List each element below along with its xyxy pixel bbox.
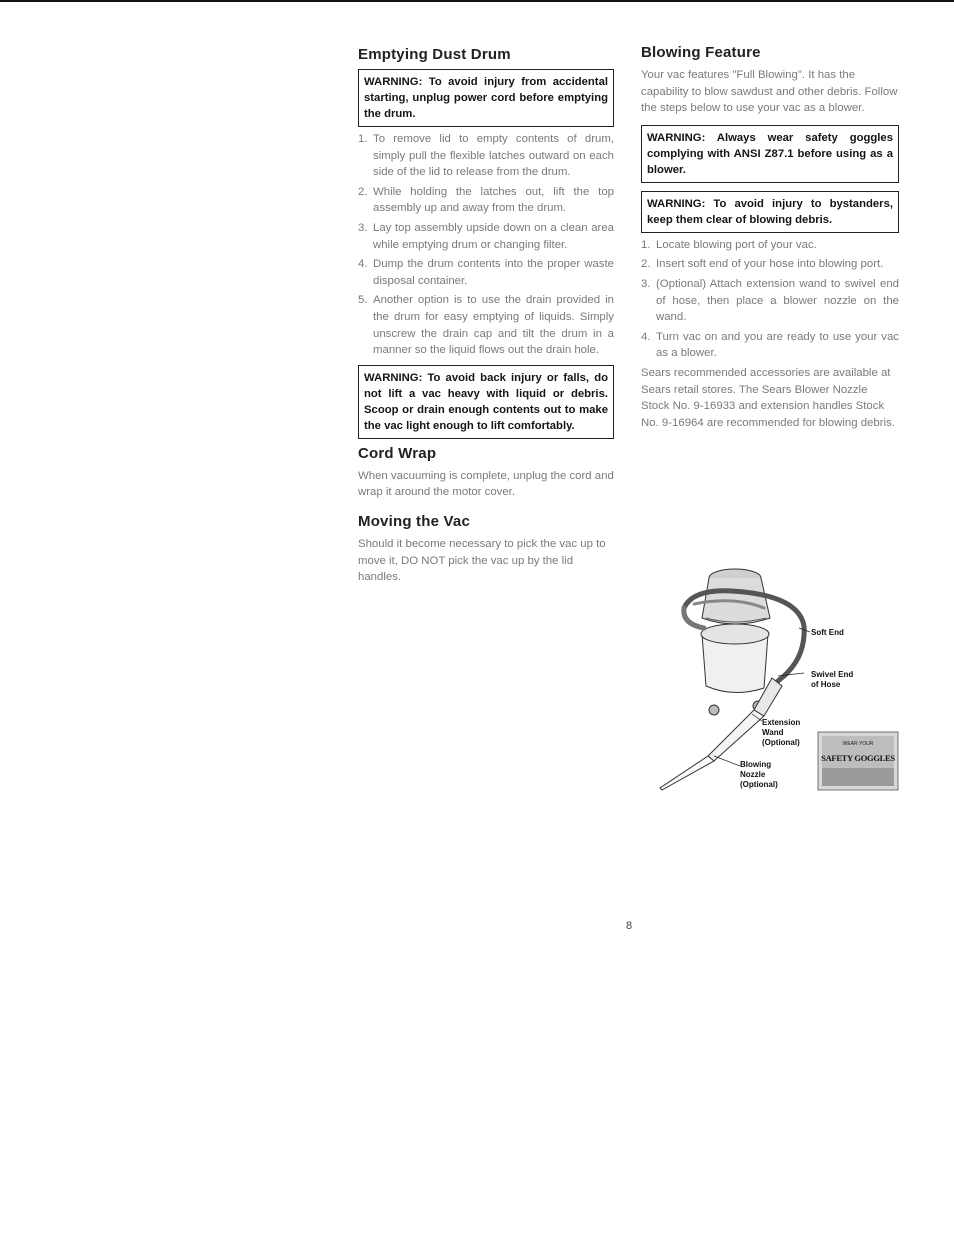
emptying-step: 3. Lay top assembly upside down on a clean area while emptying drum or changing filter. — [358, 221, 614, 251]
accessories-text: Sears recommended accessories are available at Sears retail stores. The Sears Blower Nozzle Stock No. 9-16933 and extension handles Stock No. 9-16964 are recommended for blowing debris. — [641, 366, 895, 429]
blowing-steps — [641, 237, 899, 362]
moving-heading: Moving the Vac — [358, 512, 470, 530]
blowing-intro: Your vac features "Full Blowing". It has the capability to blow sawdust and other debris. Follow the steps below to use your vac as a blower. — [641, 69, 898, 115]
emptying-steps — [358, 131, 614, 359]
goggles-main-text: SAFETY GOGGLES — [821, 753, 895, 763]
emptying-warning: WARNING: To avoid injury from accidental starting, unplug power cord before emptying the drum. — [358, 69, 614, 127]
cord-wrap-heading: Cord Wrap — [358, 444, 437, 462]
emptying-heading: Emptying Dust Drum — [358, 46, 511, 63]
safety-goggles-sign — [818, 732, 898, 790]
emptying-step: 4. Dump the drum contents into the proper waste disposal container. — [358, 258, 614, 287]
bystander-warning: WARNING: To avoid injury to bystanders, keep them clear of blowing debris. — [641, 191, 899, 233]
vac-blower-illustration — [654, 556, 904, 796]
extension-label-2: Wand — [762, 728, 784, 737]
extension-label-3: (Optional) — [762, 738, 800, 747]
cord-wrap-text: When vacuuming is complete, unplug the cord and wrap it around the motor cover. — [358, 469, 614, 499]
page-number: 8 — [626, 920, 633, 932]
goggles-top-text: WEAR YOUR — [842, 741, 874, 747]
swivel-end-label: Swivel End — [811, 670, 854, 679]
blowing-heading: Blowing Feature — [641, 44, 761, 61]
emptying-step: 1. To remove lid to empty contents of drum, simply pull the flexible latches outward on each side of the lid to release from the drum. — [358, 133, 614, 179]
goggles-warning: WARNING: Always wear safety goggles complying with ANSI Z87.1 before using as a blower. — [641, 125, 899, 183]
blowing-step: 2. Insert soft end of your hose into blowing port. — [641, 258, 884, 271]
nozzle-label: Blowing — [740, 760, 772, 769]
blowing-step: 4. Turn vac on and you are ready to use your vac as a blower. — [641, 330, 899, 360]
back-injury-warning: WARNING: To avoid back injury or falls, do not lift a vac heavy with liquid or debris. Scoop or drain enough contents out to make the vac light enough to lift comfortably. — [358, 365, 614, 439]
right-column — [641, 44, 899, 431]
soft-end-label: Soft End — [811, 628, 844, 637]
left-column — [358, 46, 614, 586]
moving-text: Should it become necessary to pick the vac up to move it, DO NOT pick the vac up by the lid handles. — [358, 537, 606, 584]
emptying-step: 5. Another option is to use the drain provided in the drum for easy emptying of liquids. Simply unscrew the drain cap and tilt the drum in a manner so the liquid flows out the drain hole. — [358, 294, 614, 357]
emptying-step: 2. While holding the latches out, lift the top assembly up and away from the drum. — [358, 185, 614, 215]
top-rule — [0, 0, 954, 2]
extension-label: Extension — [762, 718, 801, 727]
blowing-step: 1. Locate blowing port of your vac. — [641, 238, 817, 251]
swivel-end-label-2: of Hose — [811, 680, 841, 689]
blowing-step: 3. (Optional) Attach extension wand to swivel end of hose, then place a blower nozzle on the wand. — [641, 277, 899, 324]
nozzle-label-2: Nozzle — [740, 770, 766, 779]
nozzle-label-3: (Optional) — [740, 780, 778, 789]
